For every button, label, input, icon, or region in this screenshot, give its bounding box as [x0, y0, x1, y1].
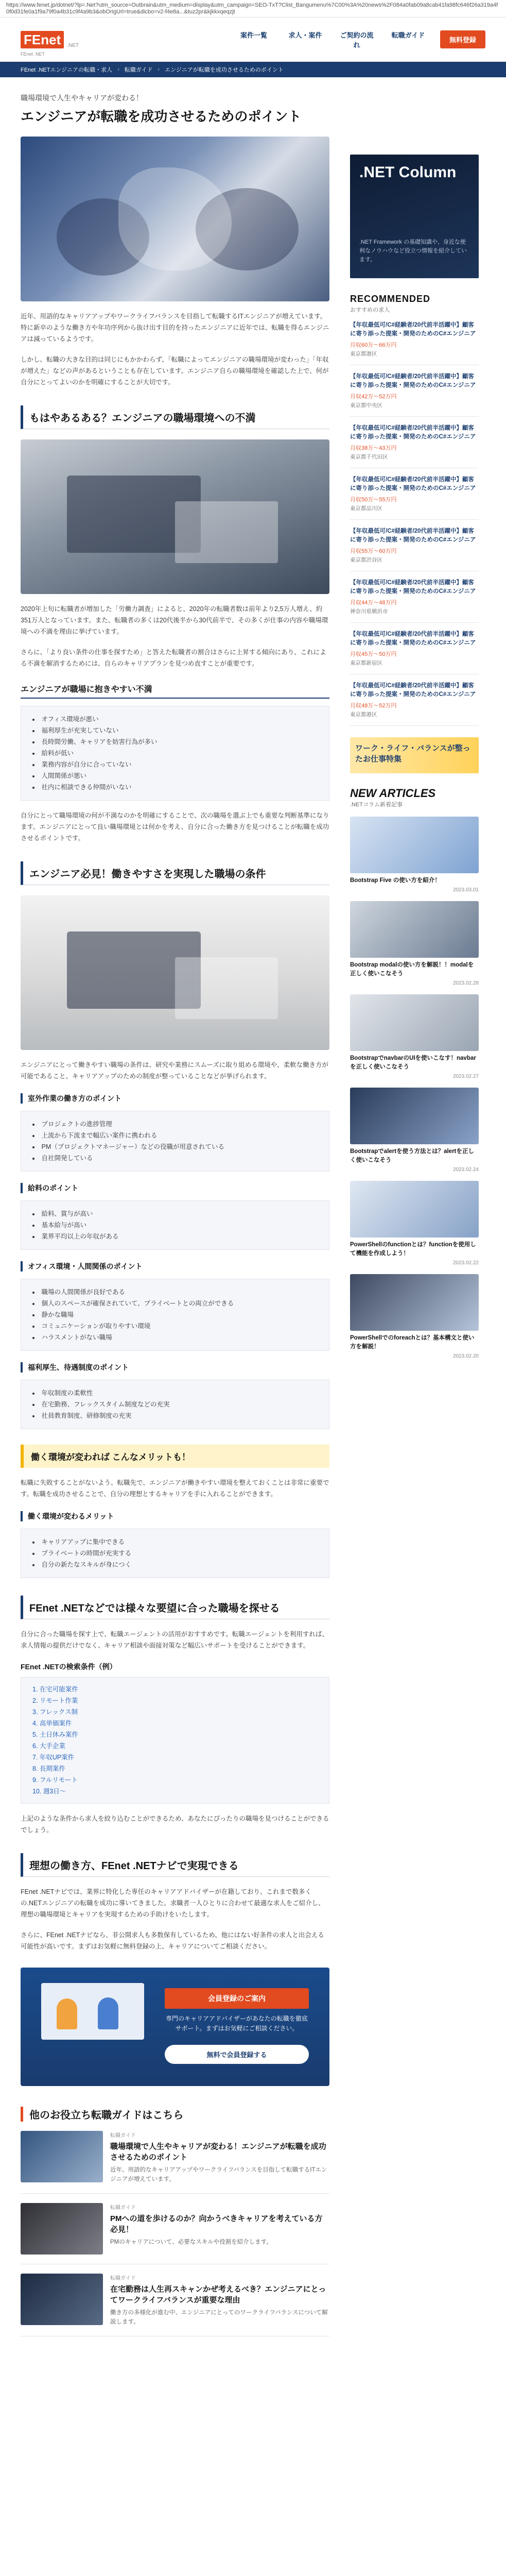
register-button[interactable]: 無料で会員登録する — [165, 2045, 309, 2064]
article-title: エンジニアが転職を成功させるためのポイント — [21, 109, 302, 124]
list-item: • 人間関係が悪い — [32, 770, 318, 782]
search-condition-link[interactable]: 10. 週3日〜 — [32, 1786, 318, 1797]
list-item: • 福利厚生が充実していない — [32, 725, 318, 736]
list-item: • 年収制度の柔軟性 — [32, 1387, 318, 1399]
job-item[interactable] — [350, 682, 479, 726]
breadcrumb-home[interactable]: FEnet .NETエンジニアの転職・求人 — [21, 67, 113, 73]
list-item: • 自分の新たなスキルが身につく — [32, 1559, 318, 1570]
section-paragraph: FEnet .NETナビでは、業界に特化した専任のキャリアアドバイザーが在籍しており、これまで数多くの.NETエンジニアの転職を成功に導いてきました。求職者一人ひとりに合わせて最適な求人をご紹介し、理想の職場環境とキャリアを実現するための手助けをいたします。 — [21, 1888, 325, 1918]
list-item: • 業務内容が自分に合っていない — [32, 759, 318, 770]
section-subheading: 給料のポイント — [21, 1183, 329, 1193]
news-item[interactable] — [350, 817, 479, 893]
site-header — [0, 18, 506, 62]
news-date: 2023.02.20 — [452, 1353, 479, 1359]
list-item: • 基本給与が高い — [32, 1219, 318, 1231]
job-title[interactable]: 【年収最低可/C#経験者/20代前半活躍中】顧客に寄り添った提案・開発のためのC#エンジニア — [350, 683, 476, 698]
member-guide-button[interactable]: 会員登録のご案内 — [165, 1988, 309, 2009]
hero-image — [21, 137, 329, 301]
point-list — [21, 1380, 329, 1429]
related-article[interactable] — [21, 2203, 329, 2264]
breadcrumb-guide[interactable]: 転職ガイド — [124, 67, 153, 73]
section-paragraph: 自分に合った職場を探す上で、転職エージェントの活用がおすすめです。転職エージェントを利用すれば、求人情報の提供だけでなく、キャリア相談や面接対策など幅広いサポートを受けることができます。 — [21, 1631, 328, 1649]
news-date: 2023.02.22 — [452, 1260, 479, 1266]
job-location: 東京都千代田区 — [350, 454, 388, 460]
related-thumbnail[interactable] — [21, 2203, 103, 2255]
breadcrumb-current: エンジニアが転職を成功させるためのポイント — [165, 67, 284, 73]
related-category: 転職ガイド — [110, 2133, 136, 2139]
news-thumbnail[interactable] — [350, 1274, 479, 1331]
related-desc: PMのキャリアについて、必要なスキルや役割を紹介します。 — [110, 2239, 272, 2245]
list-item: • 社員教育制度、研修制度の充実 — [32, 1410, 318, 1421]
logo-mark: FEnet — [21, 31, 64, 48]
list-item: • 給料が低い — [32, 748, 318, 759]
list-item: • 職場の人間関係が良好である — [32, 1286, 318, 1298]
section-heading: エンジニア必見！働きやすさを実現した職場の条件 — [21, 861, 329, 885]
news-item[interactable] — [350, 1088, 479, 1173]
job-item[interactable] — [350, 424, 479, 468]
nav-item-guide[interactable]: 転職ガイド — [391, 31, 425, 39]
search-condition-link[interactable]: 8. 長期案件 — [32, 1763, 318, 1774]
section-heading: もはやあるある？エンジニアの職場環境への不満 — [21, 405, 329, 429]
job-item[interactable] — [350, 579, 479, 623]
job-location: 東京都品川区 — [350, 505, 382, 512]
news-title[interactable]: BootstrapでnavbarのUIを使いこなす！navbarを正しく使いこなそう — [350, 1055, 476, 1070]
search-condition-list — [21, 1677, 329, 1804]
logo-caption: FEnet .NET — [21, 52, 45, 57]
news-item[interactable] — [350, 901, 479, 986]
breadcrumb-separator: › — [117, 66, 119, 73]
news-date: 2023.02.28 — [452, 980, 479, 986]
nav-item-projects[interactable]: 案件一覧 — [240, 31, 267, 39]
complaint-list — [21, 706, 329, 801]
new-articles-heading: NEW ARTICLES — [350, 787, 436, 800]
nav-item-contract-flow[interactable]: ご契約の流れ — [340, 31, 374, 49]
job-location: 東京都中央区 — [350, 402, 382, 409]
job-location: 東京都港区 — [350, 711, 377, 718]
breadcrumb — [0, 62, 506, 77]
section-paragraph: 上記のような条件から求人を絞り込むことができるため、あなたにぴったりの職場を見つけることができるでしょう。 — [21, 1815, 329, 1834]
point-list — [21, 1279, 329, 1351]
job-location: 東京都新宿区 — [350, 660, 382, 666]
list-item: • オフィス環境が悪い — [32, 714, 318, 725]
section-subheading: 働く環境が変わるメリット — [21, 1511, 329, 1521]
column-banner[interactable] — [350, 155, 479, 278]
news-date: 2023.03.01 — [452, 887, 479, 893]
list-item: • プライベートの時間が充実する — [32, 1548, 318, 1559]
search-condition-link[interactable]: 7. 年収UP案件 — [32, 1752, 318, 1763]
section-heading: 働く環境が変われば こんなメリットも！ — [21, 1445, 329, 1468]
list-item: • 業界平均以上の年収がある — [32, 1231, 318, 1242]
news-date: 2023.02.24 — [452, 1167, 479, 1173]
job-salary: 月収50万〜55万円 — [350, 497, 397, 503]
job-salary: 月収60万〜66万円 — [350, 342, 397, 348]
news-thumbnail[interactable] — [350, 1181, 479, 1238]
browser-url-bar[interactable]: https://www.fenet.jp/dotnet/?lp=.Net?utm_source=Outbrain&utm_medium=display&utm_campaign=SEO-TxT?Clist_Bangumenu%7C00%3A%20news%2F084a0fab09a8cab41fa98fc646f26a319a4f0f0d31fe0a1f9a79f0a4b31c9f4a9b3&obOrigUrl=true&dicbo=v2-f4e8a...&tuz2pr&kjkkxqeqzjt — [0, 0, 506, 18]
section-paragraph: 転職に失敗することがないよう、転職先で、エンジニアが働きやすい環境を整えておくことは非常に重要です。転職を成功させることで、自分の理想とするキャリアを手に入れることができます。 — [21, 1479, 329, 1498]
new-articles-subheading: .NETコラム新着記事 — [350, 802, 403, 808]
list-item: • PM（プロジェクトマネージャー）などの役職が用意されている — [32, 1141, 318, 1153]
news-item[interactable] — [350, 1274, 479, 1359]
related-thumbnail[interactable] — [21, 2274, 103, 2325]
job-title[interactable]: 【年収最低可/C#経験者/20代前半活躍中】顧客に寄り添った提案・開発のためのC#エンジニア — [350, 631, 476, 646]
search-condition-link[interactable]: 6. 大手企業 — [32, 1740, 318, 1752]
content-area — [0, 77, 506, 2336]
search-condition-link[interactable]: 3. フレックス制 — [32, 1706, 318, 1718]
article-intro: 近年、用語的なキャリアアップやワークライフバランスを目指して転職するITエンジニアが増えています。特に新卒のような働き方や年功序列から抜け出す目的を持ったエンジニアに近年では、転職を得るエンジニアは減っているようです。 — [21, 313, 329, 343]
news-thumbnail[interactable] — [350, 1088, 479, 1144]
breadcrumb-separator: › — [158, 66, 160, 73]
article-main — [21, 77, 329, 2336]
related-article[interactable] — [21, 2274, 329, 2336]
merit-list — [21, 1529, 329, 1578]
job-location: 東京都渋谷区 — [350, 557, 382, 563]
cta-illustration — [41, 1983, 144, 2040]
news-thumbnail[interactable] — [350, 994, 479, 1051]
job-title[interactable]: 【年収最低可/C#経験者/20代前半活躍中】顧客に寄り添った提案・開発のためのC#エンジニア — [350, 580, 476, 595]
list-item: • 上流から下流まで幅広い案件に携われる — [32, 1130, 318, 1141]
section-paragraph: 自分にとって職場環境の何が不満なのかを明確にすることで、次の職場を選ぶ上でも重要な判断基準になります。エンジニアにとって良い職場環境とは何かを考え、自分に合った働き方を見つけることが転職を成功させるポイントです。 — [21, 812, 329, 842]
section-image — [21, 895, 329, 1050]
section-subheading: 福利厚生、待遇制度のポイント — [21, 1362, 329, 1372]
news-item[interactable] — [350, 1181, 479, 1266]
list-item: • キャリアアップに集中できる — [32, 1536, 318, 1548]
job-title[interactable]: 【年収最低可/C#経験者/20代前半活躍中】顧客に寄り添った提案・開発のためのC#エンジニア — [350, 374, 476, 388]
sidebar — [350, 77, 479, 2336]
section-paragraph: さらに、「より良い条件の仕事を探すため」と答えた転職者の割合はさらに上昇する傾向にあり、これによる不満を解消するためには、自らのキャリアプランを見つめ直すことが重要です。 — [21, 649, 326, 667]
related-article[interactable] — [21, 2131, 329, 2194]
nav-item-jobs[interactable]: 求人・案件 — [288, 31, 322, 39]
section-subheading: エンジニアが職場に抱きやすい不満 — [21, 683, 329, 699]
job-title[interactable]: 【年収最低可/C#経験者/20代前半活躍中】顧客に寄り添った提案・開発のためのC#エンジニア — [350, 477, 476, 492]
section-heading: 理想の働き方、FEnet .NETナビで実現できる — [21, 1853, 329, 1877]
news-title[interactable]: Bootstrapでalertを使う方法とは？alertを正しく使いこなそう — [350, 1148, 474, 1163]
job-item[interactable] — [350, 630, 479, 674]
job-title[interactable]: 【年収最低可/C#経験者/20代前半活躍中】顧客に寄り添った提案・開発のためのC#エンジニア — [350, 322, 476, 337]
column-banner-title: .NET Column — [359, 164, 457, 181]
related-title[interactable]: 職場環境で人生やキャリアが変わる！エンジニアが転職を成功させるためのポイント — [110, 2142, 326, 2162]
article-pretitle: 職場環境で人生やキャリアが変わる！ — [21, 94, 143, 102]
logo-product: .NET — [67, 42, 79, 48]
list-item: • コミュニケーションが取りやすい環境 — [32, 1320, 318, 1332]
related-desc: 近年、用語的なキャリアアップやワークライフバランスを目指して転職するITエンジニアが増えています。 — [110, 2167, 327, 2182]
related-title[interactable]: PMへの道を歩けるのか？向かうべきキャリアを考えている方必見！ — [110, 2214, 323, 2234]
section-paragraph: 2020年上旬に転職者が増加した「労働力調査」によると、2020年の転職者数は前年より2,5万人増え、約351万人となっています。また、転職者の多くは20代後半から30代前半で、その多くが仕事の内容や職場環境への不満を理由に挙げています。 — [21, 605, 328, 635]
section-subheading: オフィス環境・人間関係のポイント — [21, 1261, 329, 1272]
list-item: • 個人のスペースが確保されていて、プライベートとの両立ができる — [32, 1298, 318, 1309]
search-condition-link[interactable]: 4. 高単価案件 — [32, 1718, 318, 1729]
section-subheading: 室外作業の働き方のポイント — [21, 1093, 329, 1104]
news-title[interactable]: Bootstrap modalの使い方を解説！！modalを正しく使いこなそう — [350, 962, 474, 977]
news-thumbnail[interactable] — [350, 901, 479, 958]
job-location: 神奈川県横浜市 — [350, 608, 388, 615]
job-salary: 月収42万〜52万円 — [350, 394, 397, 400]
section-paragraph: エンジニアにとって働きやすい職場の条件は、研究や業務にスムーズに取り組める環境や、柔軟な働き方が可能であること、キャリアアップのための制度が整っていることなどが挙げられます。 — [21, 1061, 328, 1080]
related-heading: 他のお役立ち転職ガイドはこちら — [21, 2107, 329, 2122]
job-item[interactable] — [350, 476, 479, 520]
list-item: • 静かな職場 — [32, 1309, 318, 1320]
list-item: • ハラスメントがない職場 — [32, 1332, 318, 1343]
job-salary: 月収44万〜48万円 — [350, 600, 397, 606]
work-life-balance-banner[interactable]: ワーク・ライフ・バランスが整ったお仕事特集 — [350, 737, 479, 773]
news-item[interactable] — [350, 994, 479, 1079]
news-title[interactable]: Bootstrap Five の使い方を紹介！ — [350, 877, 441, 884]
main-nav — [228, 27, 434, 53]
recommended-subheading: おすすめの求人 — [350, 307, 390, 313]
point-list — [21, 1200, 329, 1250]
list-item: • 在宅勤務、フレックスタイム制度などの充実 — [32, 1399, 318, 1410]
cta-box — [21, 1968, 329, 2086]
list-item: • プロジェクトの進捗管理 — [32, 1118, 318, 1130]
related-thumbnail[interactable] — [21, 2131, 103, 2182]
entry-button[interactable]: 無料登録 — [440, 30, 485, 48]
news-thumbnail[interactable] — [350, 817, 479, 873]
job-location: 東京都港区 — [350, 351, 377, 357]
job-title[interactable]: 【年収最低可/C#経験者/20代前半活躍中】顧客に寄り添った提案・開発のためのC#エンジニア — [350, 425, 476, 440]
related-title[interactable]: 在宅勤務は人生再スキャンかぜ考えるべき？エンジニアにとってワークライフバランスが重要な理由 — [110, 2285, 326, 2304]
list-item: • 給料、賞与が高い — [32, 1208, 318, 1219]
section-heading: FEnet .NETなどでは様々な要望に合った職場を探せる — [21, 1596, 329, 1619]
list-item: • 自社開発している — [32, 1153, 318, 1164]
section-image — [21, 439, 329, 594]
section-paragraph: さらに、FEnet .NETナビなら、非公開求人も多数保有しているため、他にはない好条件の求人と出会える可能性が高いです。まずはお気軽に無料登録の上、キャリアについてご相談ください。 — [21, 1931, 324, 1950]
job-salary: 月収55万〜60万円 — [350, 548, 397, 554]
job-salary: 月収48万〜52万円 — [350, 703, 397, 709]
job-salary: 月収38万〜43万円 — [350, 445, 397, 451]
news-title[interactable]: PowerShellでのforeachとは？基本構文と使い方を解説！ — [350, 1335, 475, 1350]
search-condition-link[interactable]: 2. リモート作業 — [32, 1695, 318, 1706]
section-subheading: FEnet .NETの検索条件（例） — [21, 1663, 117, 1671]
list-item: • 社内に相談できる仲間がいない — [32, 782, 318, 793]
recommended-heading: RECOMMENDED — [350, 294, 431, 304]
cta-text: 専門のキャリアアドバイザーがあなたの転職を徹底サポート。まずはお気軽にご相談ください。 — [166, 2015, 308, 2032]
related-category: 転職ガイド — [110, 2276, 136, 2281]
job-title[interactable]: 【年収最低可/C#経験者/20代前半活躍中】顧客に寄り添った提案・開発のためのC#エンジニア — [350, 528, 476, 543]
point-list — [21, 1111, 329, 1172]
article-intro-2: しかし、転職の大きな目的は同じにもかかわらず、「転職によってエンジニアの職場環境が変わった」「年収が増えた」などの声があるということも存在しています。エンジニア自らの職場環境を確認した上で、何が自分にとってよいのかを明確にすることが大切です。 — [21, 356, 329, 386]
job-salary: 月収45万〜50万円 — [350, 651, 397, 657]
list-item: • 長時間労働、キャリアを妨害行為が多い — [32, 736, 318, 748]
column-banner-desc: .NET Framework の基礎知識や、身近な便利なノウハウなど役立つ情報を紹介しています。 — [359, 239, 467, 263]
job-item[interactable] — [350, 321, 479, 365]
job-item[interactable] — [350, 372, 479, 417]
search-condition-link[interactable]: 1. 在宅可能案件 — [32, 1684, 318, 1695]
job-item[interactable] — [350, 527, 479, 571]
news-date: 2023.02.27 — [452, 1074, 479, 1079]
search-condition-link[interactable]: 5. 土日休み案件 — [32, 1729, 318, 1740]
related-desc: 働き方の多様化が進む中、エンジニアにとってのワークライフバランスについて解説します。 — [110, 2310, 328, 2325]
site-logo[interactable] — [21, 31, 79, 48]
search-condition-link[interactable]: 9. フルリモート — [32, 1774, 318, 1786]
related-category: 転職ガイド — [110, 2205, 136, 2211]
news-title[interactable]: PowerShellのfunctionとは？functionを使用して機能を作成しよう！ — [350, 1242, 476, 1257]
